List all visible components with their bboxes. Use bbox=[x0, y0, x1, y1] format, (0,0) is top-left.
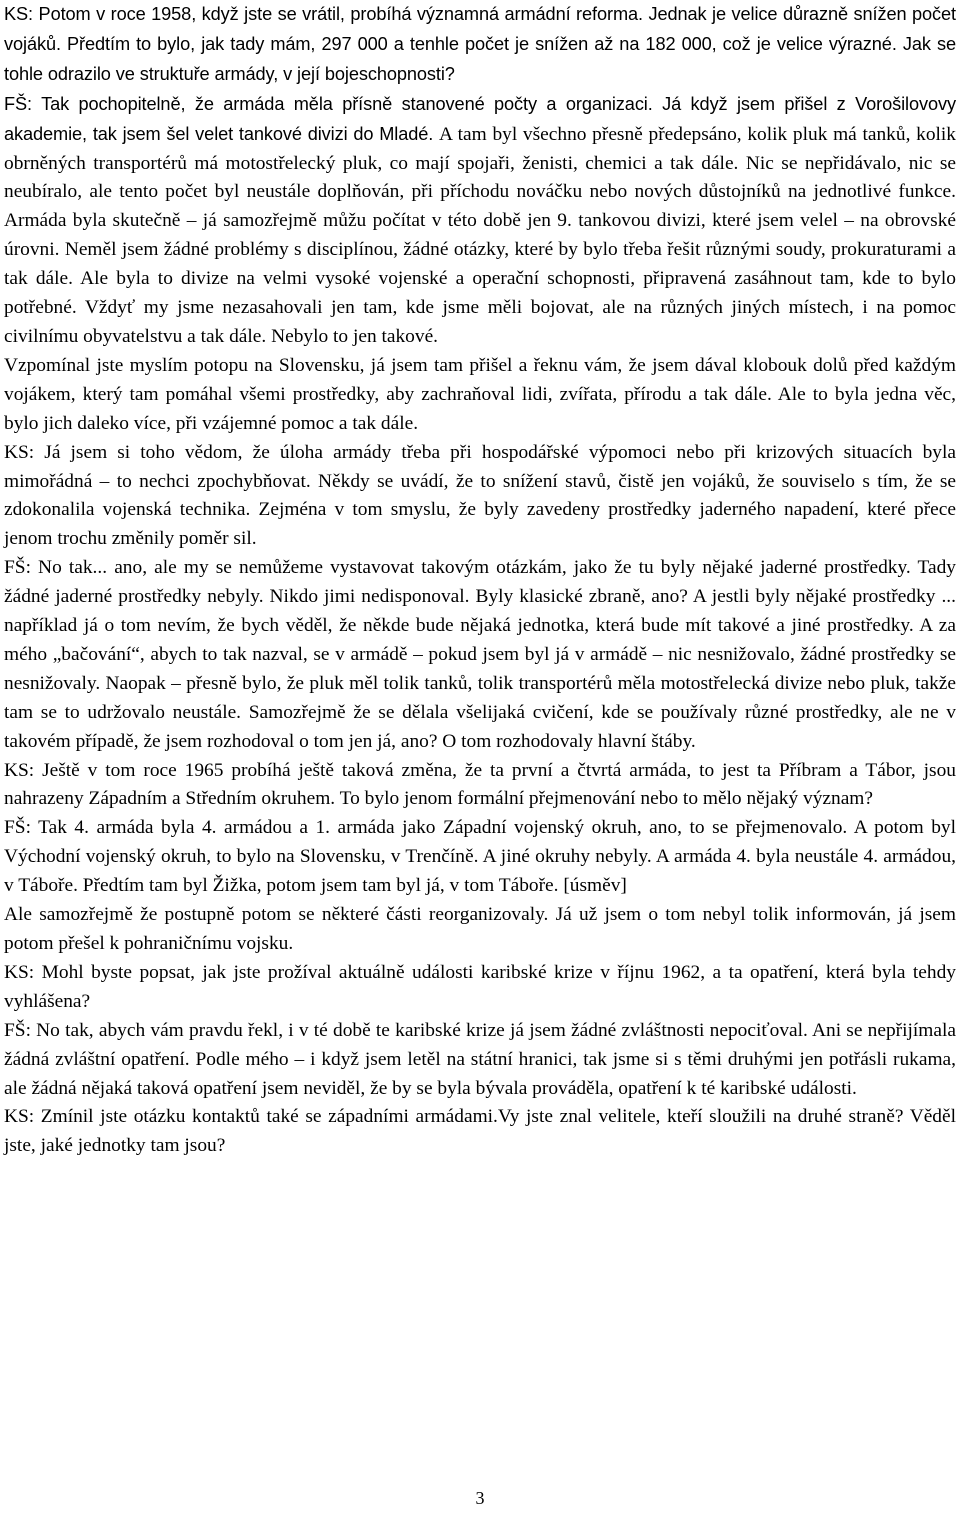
paragraph-ks-western-contacts bbox=[4, 1103, 956, 1161]
paragraph-text: FŠ: No tak... ano, ale my se nemůžeme vystavovat takovým otázkám, jako že tu byly nějaké jaderné prostředky. Tady žádné jaderné prostředky nebyly. Nikdo jimi nedisponoval. Byly klasické zbraně, ano? A jestli byly nějaké prostředky ... například já o tom nevím, že bych věděl, že někde bude nějaká jednotka, která bude mít takové a jiné prostředky. A za mého „bačování“, abych to tak nazval, se v armádě – pokud jsem byl já v armádě – nic nesnižovalo, žádné prostředky se nesnižovaly. Naopak – přesně bylo, že pluk měl tolik tanků, tolik transportérů měla motostřelecká divize nebo pluk, takže tam se to udržovalo neustále. Samozřejmě že se dělala všelijaká cvičení, kde se používaly různé prostředky, ale ne v takovém případě, že jsem rozhodoval o tom jen já, ano? O tom rozhodovaly hlavní štáby. bbox=[4, 557, 956, 752]
paragraph-text: FŠ: No tak, abych vám pravdu řekl, i v té době te karibské krize já jsem žádné zvláštnosti nepociťoval. Ani se nepřijímala žádná zvláštní opatření. Podle mého – i když jsem letěl na státní hranici, tak jsme si s těmi druhými jen potřásli rukama, ale žádná nějaká taková opatření jsem neviděl, že by se byla bývala prováděla, opatření k té karibské události. bbox=[4, 1019, 956, 1099]
paragraph-ks-reform-1958 bbox=[4, 0, 956, 90]
paragraph-fs-4th-army bbox=[4, 814, 956, 901]
paragraph-fs-army-organization bbox=[4, 90, 956, 352]
paragraph-ks-caribbean-crisis bbox=[4, 959, 956, 1017]
paragraph-text: KS: Zmínil jste otázku kontaktů také se západními armádami.Vy jste znal velitele, kteří sloužili na druhé straně? Věděl jste, jaké jednotky tam jsou? bbox=[4, 1106, 956, 1157]
paragraph-text: Vzpomínal jste myslím potopu na Slovensku, já jsem tam přišel a řeknu vám, že jsem dával klobouk dolů před každým vojákem, který tam pomáhal všemi prostředky, aby zachraňoval lidi, zvířata, přírodu a tak dále. Ale to byla jedna věc, bylo jich daleko více, při vzájemné pomoc a tak dále. bbox=[4, 354, 956, 434]
paragraph-fs-nuclear-means bbox=[4, 554, 956, 756]
paragraph-text: KS: Potom v roce 1958, když jste se vrátil, probíhá významná armádní reforma. Jednak je velice důrazně snížen počet vojáků. Předtím to bylo, jak tady mám, 297 000 a tenhle počet je snížen až na 182 000, což je velice výrazné. Jak se tohle odrazilo ve struktuře armády, v její bojeschopnosti? bbox=[4, 4, 956, 84]
paragraph-text: Ale samozřejmě že postupně potom se některé části reorganizovaly. Já už jsem o tom nebyl tolik informován, já jsem potom přešel k pohraničnímu vojsku. bbox=[4, 904, 956, 954]
document-page bbox=[4, 0, 956, 1161]
paragraph-text: FŠ: Tak 4. armáda byla 4. armádou a 1. armáda jako Západní vojenský okruh, ano, to se přejmenovalo. A potom byl Východní vojenský okruh, to bylo na Slovensku, v Trenčíně. A jiné okruhy nebyly. A armáda 4. byla neustále 4. armádou, v Táboře. Předtím tam byl Žižka, potom jsem tam byl já, v tom Táboře. [úsměv] bbox=[4, 817, 956, 897]
paragraph-fs-reorganization bbox=[4, 901, 956, 959]
paragraph-fs-flood-slovakia bbox=[4, 352, 956, 439]
paragraph-text: A tam byl všechno přesně předepsáno, kolik pluk má tanků, kolik obrněných transportérů má motostřelecký pluk, co mají spojaři, ženisti, chemici a tak dále. Nic se nepřidávalo, nic se neubíralo, ale tento počet byl neustále doplňován, při příchodu nováčku nebo nových důstojníků na jednotlivé funkce. Armáda byla skutečně – já samozřejmě můžu počítat v této době jen 9. tankovou divizi, které jsem velel – na obrovské úrovni. Neměl jsem žádné problémy s disciplínou, žádné otázky, které by bylo třeba řešit různými soudy, prokuraturami a tak dále. Ale byla to divize na velmi vysoké vojenské a operační schopnosti, připravená zasáhnout tam, kde to bylo potřebné. Vždyť my jsme nezasahovali jen tam, kde jsme měli bojovat, ale na různých jiných místech, i na pomoc civilnímu obyvatelstvu a tak dále. Nebylo to jen takové. bbox=[4, 123, 956, 347]
paragraph-ks-army-role bbox=[4, 439, 956, 555]
paragraph-text: KS: Mohl byste popsat, jak jste prožíval aktuálně události karibské krize v říjnu 1962, a ta opatření, která byla tehdy vyhlášena? bbox=[4, 961, 956, 1012]
paragraph-text: KS: Já jsem si toho vědom, že úloha armády třeba při hospodářské výpomoci nebo při krizových situacích byla mimořádná – to nechci zpochybňovat. Někdy se uvádí, že to snížení stavů, čistě jen vojáků, že souviselo s tím, že se zdokonalila vojenská technika. Zejména v tom smyslu, že byly zavedeny prostředky jaderného napadení, které přece jenom trochu změnily poměr sil. bbox=[4, 441, 956, 550]
paragraph-fs-caribbean-answer bbox=[4, 1017, 956, 1104]
paragraph-text: KS: Ještě v tom roce 1965 probíhá ještě taková změna, že ta první a čtvrtá armáda, to jest ta Příbram a Tábor, jsou nahrazeny Západním a Středním okruhem. To bylo jenom formální přejmenování nebo to mělo nějaký význam? bbox=[4, 759, 956, 810]
paragraph-text-sans: FŠ: Tak pochopitelně, že armáda měla přísně stanovené počty a organizaci. Já když jsem přišel z Vorošilovovy akademie, tak jsem šel velet tankové divizi do Mladé. bbox=[4, 93, 956, 144]
page-number: 3 bbox=[475, 1488, 485, 1508]
paragraph-ks-1965-change bbox=[4, 757, 956, 815]
